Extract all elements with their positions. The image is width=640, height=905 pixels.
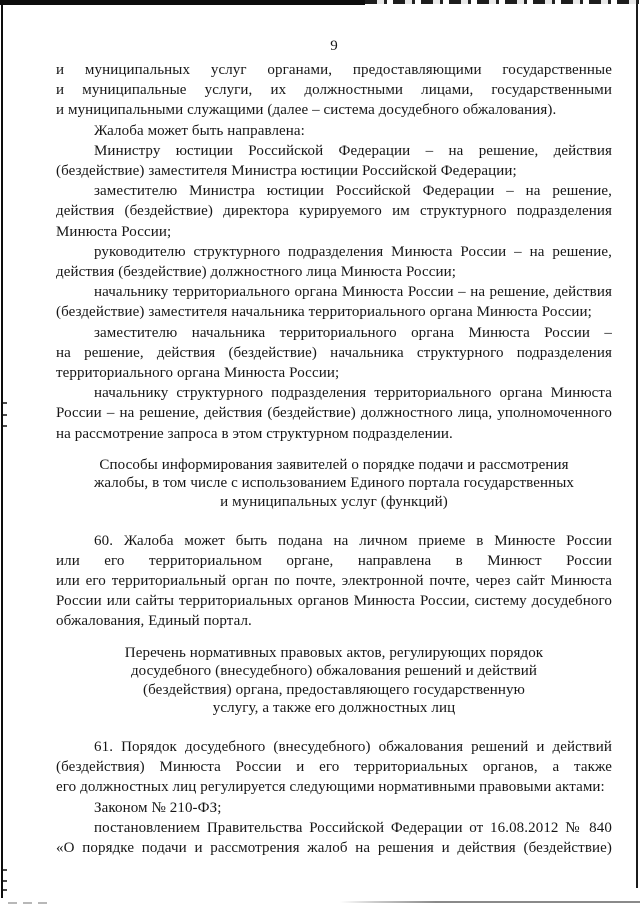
scan-speck <box>3 880 7 882</box>
text-line: заместителю Министра юстиции Российской Федерации – на решение, <box>94 183 612 200</box>
scan-speck <box>3 889 7 891</box>
text-line: (бездействия) Минюста России и его территориальных органов, а также <box>56 759 612 776</box>
paragraph-continuation <box>56 60 612 121</box>
text-line: территориального органа Минюста России; <box>56 365 340 382</box>
scan-speck <box>3 425 7 427</box>
text-line: и муниципальные услуги, их должностными лицами, государственными <box>56 82 612 99</box>
text-line: (бездействия) органа, предоставляющего государственную <box>143 681 525 698</box>
text-line: начальнику территориального органа Минюста России – на решение, действия <box>94 284 612 301</box>
paragraph-complaint-directions <box>56 121 612 141</box>
text-line: или его территориальном органе, направлена в Минюст России <box>56 552 612 569</box>
text-line: Способы информирования заявителей о порядке подачи и рассмотрения <box>99 456 569 473</box>
text-line: «О порядке подачи и рассмотрения жалоб на решения и действия (бездействие) <box>56 840 612 857</box>
scan-speck <box>3 402 7 404</box>
text-line: Министру юстиции Российской Федерации – на решение, действия <box>94 142 612 159</box>
text-line: Перечень нормативных правовых актов, регулирующих порядок <box>124 644 544 661</box>
paragraph-61 <box>56 737 612 798</box>
text-line: и муниципальными служащими (далее – система досудебного обжалования). <box>56 102 557 119</box>
scan-border-right <box>636 4 638 888</box>
paragraph-decree-840 <box>56 818 612 858</box>
text-line: России – на решение, действия (бездействие) должностного лица, уполномоченного <box>56 405 612 422</box>
text-line: (бездействие) заместителя начальника территориального органа Минюста России; <box>56 304 592 321</box>
text-line: или его территориальный орган по почте, электронной почте, через сайт Минюста <box>56 573 612 590</box>
text-line: обжалования, Единый портал. <box>56 613 252 630</box>
paragraph-law-210fz <box>56 798 612 818</box>
paragraph-deputy-minister <box>56 181 612 242</box>
text-line: Жалоба может быть направлена: <box>94 122 305 139</box>
text-line: досудебного (внесудебного) обжалования решений и действий <box>130 663 538 680</box>
text-line: его должностных лиц регулируется следующими нормативными правовыми актами: <box>56 779 605 796</box>
paragraph-unit-head <box>56 242 612 282</box>
scan-border-left <box>1 4 3 898</box>
scan-border-top-dashed <box>365 0 640 4</box>
page-number: 9 <box>330 38 338 54</box>
text-line: 60. Жалоба может быть подана на личном приеме в Минюсте России <box>94 532 612 549</box>
text-line: 61. Порядок досудебного (внесудебного) обжалования решений и действий <box>94 739 612 756</box>
paragraph-territorial-unit-head <box>56 383 612 444</box>
text-line: и муниципальных услуг (функций) <box>220 494 448 511</box>
text-line: действия (бездействие) должностного лица Минюста России; <box>56 264 457 281</box>
text-line: действия (бездействие) директора курируемого им структурного подразделения <box>56 203 612 220</box>
text-line: Минюста России; <box>56 223 172 240</box>
scan-border-top <box>0 0 365 5</box>
scan-border-bottom-left <box>8 902 52 904</box>
text-line: (бездействие) заместителя Министра юстиции Российской Федерации; <box>56 163 517 180</box>
document-body <box>56 60 612 858</box>
text-line: заместителю начальника территориального органа Минюста России – <box>94 324 612 341</box>
text-line: России или сайты территориальных органов Минюста России, систему досудебного <box>56 593 612 610</box>
scan-border-bottom-right <box>340 901 640 903</box>
text-line: жалобы, в том числе с использованием Единого портала государственных <box>93 475 575 492</box>
document-content <box>56 36 612 858</box>
text-line: начальнику структурного подразделения территориального органа Минюста <box>94 385 612 402</box>
paragraph-minister <box>56 141 612 181</box>
heading-informing-methods <box>82 456 586 512</box>
scan-speck <box>3 414 7 416</box>
heading-legal-acts-list <box>82 644 586 718</box>
text-line: услугу, а также его должностных лиц <box>212 700 456 717</box>
text-line: и муниципальных услуг органами, предоставляющими государственные <box>56 62 612 78</box>
scan-speck <box>3 869 7 871</box>
text-line: руководителю структурного подразделения Минюста России – на решение, <box>94 243 612 260</box>
paragraph-territorial-head <box>56 282 612 322</box>
paragraph-territorial-deputy <box>56 323 612 384</box>
text-line: Законом № 210-ФЗ; <box>94 799 222 816</box>
text-line: постановлением Правительства Российской Федерации от 16.08.2012 № 840 <box>94 819 612 836</box>
text-line: на рассмотрение запроса в этом структурном подразделении. <box>56 425 453 442</box>
paragraph-60 <box>56 531 612 632</box>
text-line: на решение, действия (бездействие) начальника структурного подразделения <box>56 344 612 361</box>
